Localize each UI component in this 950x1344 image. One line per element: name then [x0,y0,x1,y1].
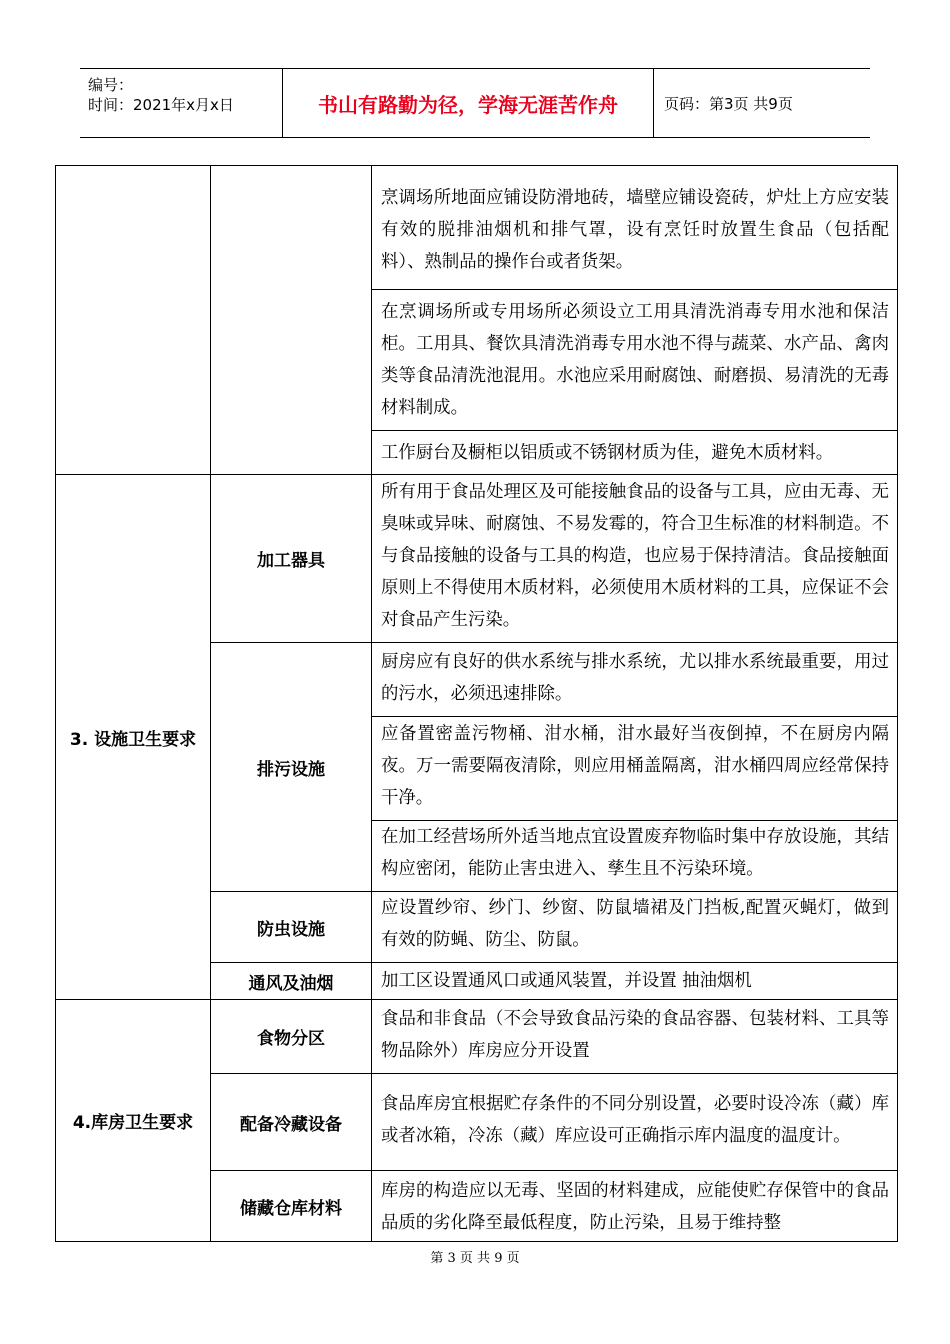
requirement-text: 厨房应有良好的供水系统与排水系统，尤以排水系统最重要，用过的污水，必须迅速排除。 [372,643,898,717]
page-header [80,68,870,138]
page-footer: 第 3 页 共 9 页 [430,1251,520,1266]
table-row [56,475,898,643]
subcategory-processing-tools: 加工器具 [211,475,372,643]
header-meta [80,69,282,137]
requirement-text: 工作厨台及橱柜以铝质或不锈钢材质为佳，避免木质材料。 [372,431,898,475]
subcategory-drainage: 排污设施 [211,643,372,892]
requirement-text: 库房的构造应以无毒、坚固的材料建成，应能使贮存保管中的食品品质的劣化降至最低程度，防止污染，且易于维持整 [372,1171,898,1242]
date-label: 时间：2021年x月x日 [88,96,234,114]
requirement-text: 应设置纱帘、纱门、纱窗、防鼠墙裙及门挡板,配置灭蝇灯，做到有效的防蝇、防尘、防鼠。 [372,892,898,963]
requirement-text: 食品库房宜根据贮存条件的不同分别设置，必要时设冷冻（藏）库或者冰箱，冷冻（藏）库应设可正确指示库内温度的温度计。 [372,1074,898,1171]
table-row [56,1000,898,1074]
subcategory-storage-materials: 储藏仓库材料 [211,1171,372,1242]
requirement-text: 应备置密盖污物桶、泔水桶，泔水最好当夜倒掉，不在厨房内隔夜。万一需要隔夜清除，则应用桶盖隔离，泔水桶四周应经常保持干净。 [372,717,898,821]
subcategory-refrigeration: 配备冷藏设备 [211,1074,372,1171]
header-motto: 书山有路勤为径，学海无涯苦作舟 [282,69,654,137]
subcategory-food-zoning: 食物分区 [211,1000,372,1074]
requirement-text: 烹调场所地面应铺设防滑地砖，墙壁应铺设瓷砖，炉灶上方应安装有效的脱排油烟机和排气罩，设有烹饪时放置生食品（包括配料）、熟制品的操作台或者货架。 [372,166,898,290]
requirement-text: 在烹调场所或专用场所必须设立工用具清洗消毒专用水池和保洁柜。工用具、餐饮具清洗消毒专用水池不得与蔬菜、水产品、禽肉类等食品清洗池混用。水池应采用耐腐蚀、耐磨损、易清洗的无毒材料制成。 [372,290,898,431]
category-facilities: 3. 设施卫生要求 [56,475,211,1000]
requirement-text: 所有用于食品处理区及可能接触食品的设备与工具，应由无毒、无臭味或异味、耐腐蚀、不易发霉的，符合卫生标准的材料制造。不与食品接触的设备与工具的构造，也应易于保持清洁。食品接触面原则上不得使用木质材料，必须使用木质材料的工具，应保证不会对食品产生污染。 [372,475,898,643]
header-page-label: 页码：第3页 共9页 [664,94,793,113]
category-warehouse: 4.库房卫生要求 [56,1000,211,1242]
requirement-text: 食品和非食品（不会导致食品污染的食品容器、包装材料、工具等物品除外）库房应分开设置 [372,1000,898,1074]
requirement-text: 加工区设置通风口或通风装置，并设置 抽油烟机 [372,963,898,1000]
number-label: 编号： [88,76,134,94]
subcategory-cell-empty [211,166,372,475]
subcategory-pest-control: 防虫设施 [211,892,372,963]
requirement-text: 在加工经营场所外适当地点宜设置废弃物临时集中存放设施，其结构应密闭，能防止害虫进入、孳生且不污染环境。 [372,821,898,892]
category-cell-empty [56,166,211,475]
requirements-table [55,165,898,1242]
table-row [56,166,898,290]
subcategory-ventilation: 通风及油烟 [211,963,372,1000]
